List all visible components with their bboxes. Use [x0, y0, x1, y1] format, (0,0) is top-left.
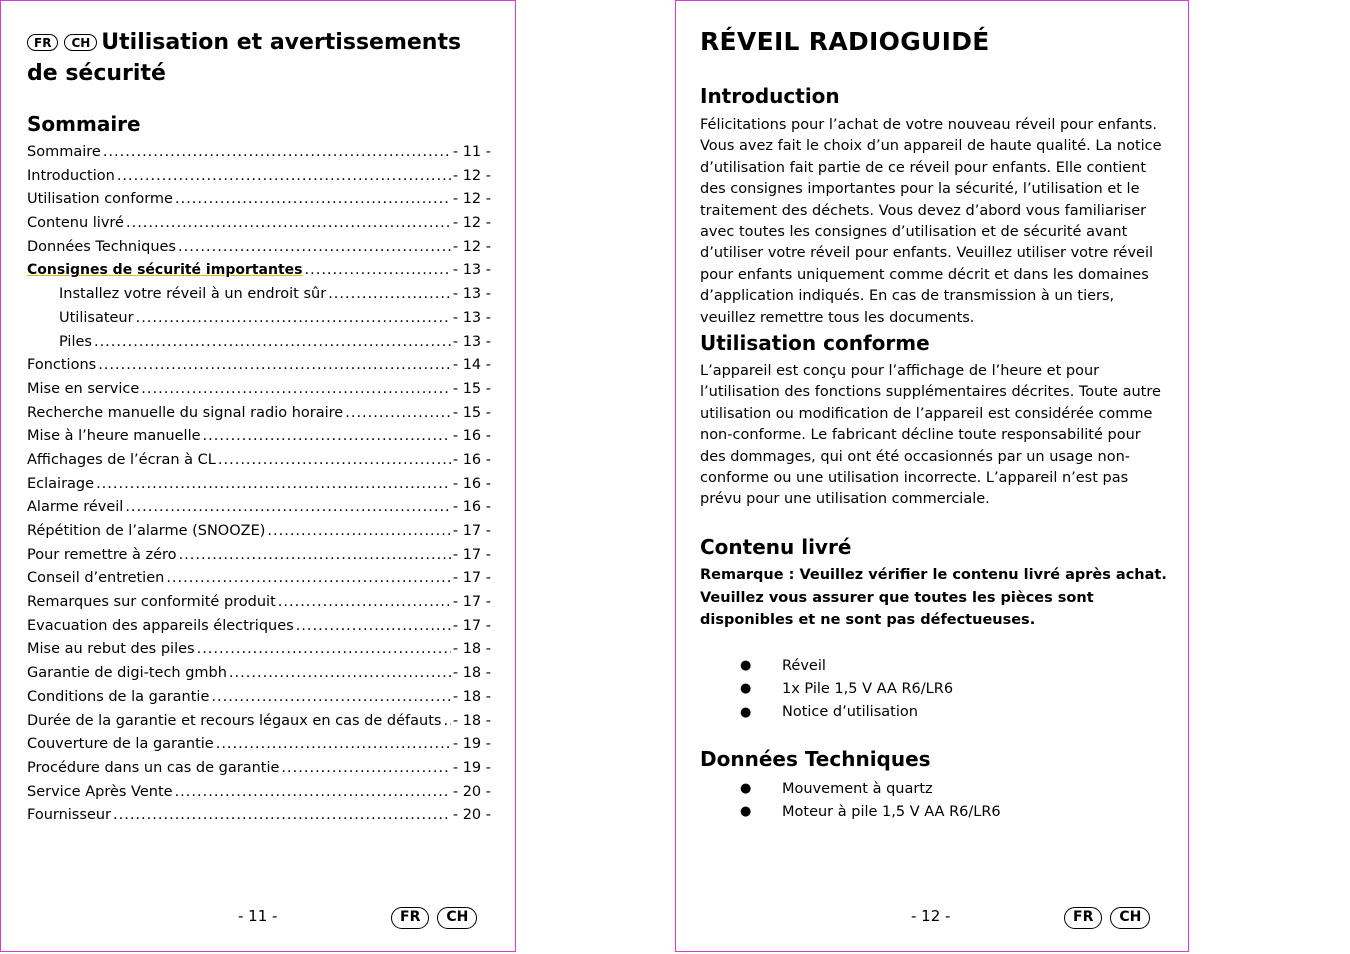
bullet-icon: ●: [740, 804, 752, 820]
contents-note: Remarque : Veuillez vérifier le contenu livré après achat. Veuillez vous assurer que toutes les pièces sont disponibles et ne sont pas défectueuses.: [700, 567, 1167, 628]
toc-leader-dots: [126, 215, 451, 231]
toc-entry-label: Fournisseur: [27, 807, 111, 824]
toc-entry-label: Mise en service: [27, 380, 140, 397]
toc-entry: [27, 452, 491, 476]
toc-leader-dots: [175, 191, 451, 207]
toc-entry: [27, 641, 491, 665]
bullet-icon: ●: [740, 681, 752, 697]
toc-entry: [27, 618, 491, 642]
introduction-heading: Introduction: [700, 84, 840, 108]
toc-leader-dots: [98, 357, 451, 373]
toc-entry-page: - 13 -: [452, 309, 491, 326]
toc-leader-dots: [117, 168, 451, 184]
fr-badge: FR: [1064, 907, 1102, 929]
toc-entry: [27, 334, 491, 358]
language-badges: [27, 34, 97, 51]
contents-item: [740, 677, 953, 700]
toc-entry: [27, 215, 491, 239]
toc-leader-dots: [175, 784, 451, 800]
toc-leader-dots: [141, 381, 451, 397]
toc-entry-page: - 13 -: [452, 333, 491, 350]
page-title: [27, 27, 497, 89]
toc-entry: [27, 713, 491, 737]
toc-leader-dots: [103, 144, 451, 160]
toc-entry-page: - 15 -: [452, 404, 491, 421]
toc-entry-label: Piles: [59, 333, 92, 350]
toc-entry-label: Installez votre réveil à un endroit sûr: [59, 286, 327, 303]
toc-leader-dots: [218, 452, 451, 468]
toc-entry: [27, 547, 491, 571]
toc-entry: [27, 144, 491, 168]
toc-entry-page: - 12 -: [452, 191, 491, 208]
toc-entry-page: - 18 -: [452, 665, 491, 682]
table-of-contents: [27, 144, 491, 831]
toc-entry-page: - 16 -: [452, 428, 491, 445]
toc-leader-dots: [96, 476, 451, 492]
toc-entry-label: Affichages de l’écran à CL: [27, 451, 216, 468]
toc-leader-dots: [328, 286, 451, 302]
toc-leader-dots: [281, 760, 450, 776]
toc-entry-label: Utilisateur: [59, 309, 134, 326]
fr-badge: FR: [391, 907, 429, 929]
toc-entry-page: - 18 -: [452, 712, 491, 729]
tech-heading: Données Techniques: [700, 747, 931, 771]
toc-entry-label: Conseil d’entretien: [27, 570, 165, 587]
toc-entry-label: Mise au rebut des piles: [27, 641, 195, 658]
toc-entry-label: Pour remettre à zéro: [27, 546, 177, 563]
toc-leader-dots: [305, 262, 451, 278]
toc-entry-page: - 19 -: [452, 736, 491, 753]
toc-entry-page: - 11 -: [452, 144, 491, 160]
introduction-text: Félicitations pour l’achat de votre nouveau réveil pour enfants. Vous avez fait le choix d’un appareil de haute qualité. La notice d’utilisation fait partie de ce réveil pour enfants. Elle contient des consignes importantes pour la sécurité, l’utilisation et le traitement des déchets. Vous devez d’abord vous familiariser avec toutes les consignes d’utilisation et de sécurité avant d’utiliser votre réveil pour enfants. Veuillez utiliser votre réveil pour enfants uniquement comme décrit et dans les domaines d’application indiqués. En cas de transmission à un tiers, veuillez remettre tous les documents.: [700, 117, 1162, 326]
toc-entry: [27, 381, 491, 405]
toc-entry: [27, 262, 491, 286]
footer-badges: [1064, 907, 1150, 929]
toc-leader-dots: [166, 570, 451, 586]
ch-badge: CH: [1110, 907, 1150, 929]
toc-entry: [27, 357, 491, 381]
contents-list: [740, 654, 953, 724]
toc-entry: [27, 665, 491, 689]
tech-item-label: Moteur à pile 1,5 V AA R6/LR6: [782, 803, 1001, 820]
toc-entry: [27, 405, 491, 429]
toc-leader-dots: [443, 713, 450, 729]
tech-item: [740, 777, 1001, 800]
toc-entry-label: Eclairage: [27, 475, 95, 492]
contents-item-label: 1x Pile 1,5 V AA R6/LR6: [782, 680, 954, 697]
toc-entry-page: - 13 -: [452, 262, 491, 279]
toc-leader-dots: [345, 405, 451, 421]
left-page: [0, 0, 516, 952]
toc-entry-page: - 13 -: [452, 286, 491, 303]
toc-entry-page: - 15 -: [452, 380, 491, 397]
toc-entry: [27, 689, 491, 713]
usage-text: L’appareil est conçu pour l’affichage de l’heure et pour l’utilisation des fonctions supplémentaires décrites. Toute autre utilisation ou modification de l’appareil est considérée comme non-conforme. Le fabricant décline toute responsabilité pour des dommages, qui ont été occasionnés par un usage non-conforme ou une utilisation incorrecte. L’appareil n’est pas prévu pour une utilisation commerciale.: [700, 363, 1161, 508]
toc-heading: Sommaire: [27, 112, 141, 136]
toc-entry-label: Consignes de sécurité importantes: [27, 262, 303, 279]
ch-badge: CH: [437, 907, 477, 929]
toc-entry: [27, 594, 491, 618]
right-page: [675, 0, 1189, 952]
toc-leader-dots: [296, 618, 451, 634]
toc-entry-page: - 17 -: [452, 617, 491, 634]
toc-entry-page: - 12 -: [452, 215, 491, 232]
toc-leader-dots: [94, 334, 451, 350]
toc-entry-page: - 18 -: [452, 688, 491, 705]
toc-entry-label: Contenu livré: [27, 215, 124, 232]
toc-leader-dots: [229, 665, 451, 681]
toc-entry-page: - 14 -: [452, 357, 491, 374]
toc-entry-label: Procédure dans un cas de garantie: [27, 759, 280, 776]
toc-leader-dots: [113, 807, 451, 823]
bullet-icon: ●: [740, 704, 752, 720]
contents-item-label: Notice d’utilisation: [782, 704, 918, 721]
toc-entry-page: - 20 -: [452, 783, 491, 800]
usage-heading: Utilisation conforme: [700, 331, 930, 355]
title-text: Utilisation et avertissements de sécurité: [27, 30, 462, 86]
toc-entry-page: - 20 -: [452, 807, 491, 824]
toc-entry: [27, 476, 491, 500]
toc-entry-label: Service Après Vente: [27, 783, 173, 800]
toc-leader-dots: [179, 547, 451, 563]
toc-leader-dots: [267, 523, 450, 539]
page-number: - 11 -: [238, 907, 278, 925]
toc-entry-label: Couverture de la garantie: [27, 736, 214, 753]
toc-entry-page: - 18 -: [452, 641, 491, 658]
tech-list: [740, 777, 1001, 824]
toc-leader-dots: [178, 239, 451, 255]
toc-entry-label: Garantie de digi-tech gmbh: [27, 665, 227, 682]
page-number: - 12 -: [911, 907, 951, 925]
toc-entry-label: Fonctions: [27, 357, 97, 374]
toc-leader-dots: [216, 736, 451, 752]
toc-entry: [27, 239, 491, 263]
toc-entry: [27, 807, 491, 831]
toc-leader-dots: [136, 310, 451, 326]
contents-heading: Contenu livré: [700, 535, 852, 559]
toc-leader-dots: [211, 689, 450, 705]
page-title: RÉVEIL RADIOGUIDÉ: [700, 27, 990, 56]
toc-leader-dots: [197, 641, 451, 657]
toc-entry: [27, 784, 491, 808]
toc-entry: [27, 499, 491, 523]
contents-item: [740, 701, 953, 724]
toc-entry-page: - 19 -: [452, 759, 491, 776]
toc-entry-page: - 12 -: [452, 238, 491, 255]
toc-leader-dots: [278, 594, 451, 610]
toc-entry-label: Données Techniques: [27, 238, 176, 255]
toc-entry-label: Mise à l’heure manuelle: [27, 428, 201, 445]
toc-entry-page: - 17 -: [452, 570, 491, 587]
toc-entry-label: Evacuation des appareils électriques: [27, 617, 294, 634]
toc-entry-label: Durée de la garantie et recours légaux en cas de défauts: [27, 712, 442, 729]
toc-entry-label: Alarme réveil: [27, 499, 124, 516]
toc-leader-dots: [203, 428, 451, 444]
toc-entry-page: - 16 -: [452, 499, 491, 516]
toc-entry-page: - 17 -: [452, 523, 491, 539]
toc-entry-page: - 16 -: [452, 475, 491, 492]
toc-entry: [27, 310, 491, 334]
toc-entry: [27, 191, 491, 215]
toc-entry-label: Recherche manuelle du signal radio horaire: [27, 404, 344, 421]
fr-badge: FR: [27, 34, 58, 51]
toc-entry: [27, 570, 491, 594]
bullet-icon: ●: [740, 781, 752, 797]
contents-item: [740, 654, 953, 677]
toc-entry-label: Sommaire: [27, 144, 101, 160]
toc-entry: [27, 523, 491, 547]
toc-entry-label: Introduction: [27, 167, 115, 184]
contents-item-label: Réveil: [782, 657, 826, 674]
ch-badge: CH: [64, 34, 97, 51]
footer-badges: [391, 907, 477, 929]
toc-entry: [27, 168, 491, 192]
toc-entry-page: - 16 -: [452, 451, 491, 468]
toc-leader-dots: [125, 499, 451, 515]
toc-entry: [27, 736, 491, 760]
toc-entry-label: Remarques sur conformité produit: [27, 594, 276, 611]
toc-entry-label: Utilisation conforme: [27, 191, 173, 208]
toc-entry: [27, 428, 491, 452]
tech-item-label: Mouvement à quartz: [782, 780, 933, 797]
toc-entry-page: - 12 -: [452, 167, 491, 184]
toc-entry-page: - 17 -: [452, 594, 491, 611]
toc-entry-page: - 17 -: [452, 546, 491, 563]
toc-entry-label: Conditions de la garantie: [27, 688, 210, 705]
toc-entry-label: Répétition de l’alarme (SNOOZE): [27, 523, 266, 539]
bullet-icon: ●: [740, 658, 752, 674]
tech-item: [740, 800, 1001, 823]
toc-entry: [27, 286, 491, 310]
toc-entry: [27, 760, 491, 784]
